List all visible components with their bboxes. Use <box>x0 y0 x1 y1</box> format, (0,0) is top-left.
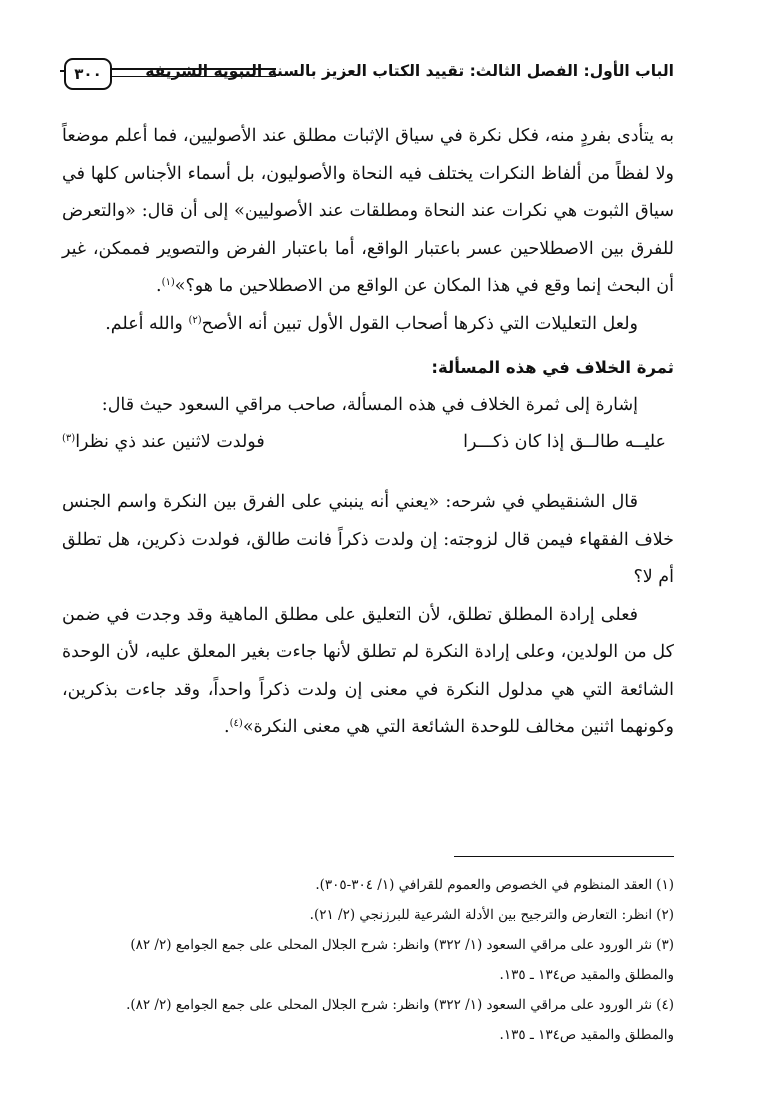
footnote-4 <box>60 990 674 1020</box>
footnote-number: (٤) <box>656 997 674 1013</box>
footnote-text: العقد المنظوم في الخصوص والعموم للقرافي (١/ ٣٠٤-٣٠٥). <box>315 877 653 893</box>
footnote-text: نثر الورود على مراقي السعود (١/ ٣٢٢) وانظر: شرح الجلال المحلى على جمع الجوامع (٢/ ٨٢) <box>130 937 653 953</box>
header-double-rule <box>110 68 276 77</box>
footnote-ref-1: (١) <box>161 277 175 288</box>
footnote-text: انظر: التعارض والترجيح بين الأدلة الشرعية للبرزنجي (٢/ ٢١). <box>309 907 653 923</box>
page-number: ٣٠٠ <box>64 58 112 90</box>
main-text <box>62 118 674 747</box>
paragraph-1-text: به يتأدى بفردٍ منه، فكل نكرة في سياق الإثبات مطلق عند الأصوليين، فما أعلم موضعاً ولا لفظاً من ألفاظ النكرات يختلف فيه النحاة والأصوليون، بل أسماء الأجناس كلها في سياق الثبوت هي نكرات عند النحاة ومطلقات عند الأصوليين» إلى أن قال: «والتعرض للفرق بين الاصطلاحين عسر باعتبار الواقع، أما باعتبار الفرض والتصوير فممكن، غير أن البحث إنما وقع في هذا المكان عن الواقع من الاصطلاحين ما هو؟» <box>62 126 674 296</box>
spacer <box>62 462 674 484</box>
footnote-ref-2: (٢) <box>188 314 202 326</box>
footnote-number: (٣) <box>656 937 674 953</box>
footnote-ref-4: (٤) <box>229 718 243 729</box>
footnote-text: نثر الورود على مراقي السعود (١/ ٣٢٢) وانظر: شرح الجلال المحلى على جمع الجوامع (٢/ ٨٢). <box>126 997 653 1013</box>
verse-second-hemistich-text: فولدت لاثنين عند ذي نظرا <box>75 432 265 452</box>
footnote-4-continuation: والمطلق والمقيد ص١٣٤ ـ ١٣٥. <box>499 1027 674 1043</box>
paragraph-2-end: والله أعلم. <box>105 313 189 334</box>
verse-first-hemistich: عليــه طالــق إذا كان ذكـــرا <box>463 432 666 452</box>
paragraph-5-text: فعلى إرادة المطلق تطلق، لأن التعليق على مطلق الماهية وقد وجدت في ضمن كل من الولدين، وعلى إرادة النكرة لم تطلق لأنها جاءت بغير المعلق عليه، لأن الوحدة الشائعة التي هي مدلول النكرة في معنى إن ولدت ذكراً واحداً، وقد جاءت بذكرين، وكونهما اثنين مخالف للوحدة الشائعة التي هي معنى النكرة» <box>62 604 674 737</box>
footnote-3-continuation: والمطلق والمقيد ص١٣٤ ـ ١٣٥. <box>499 967 674 983</box>
section-heading: ثمرة الخلاف في هذه المسألة: <box>431 358 674 377</box>
footnote-number: (٢) <box>656 907 674 923</box>
paragraph-5-end: . <box>224 717 230 737</box>
footnotes <box>60 870 674 1050</box>
verse-second-hemistich <box>62 424 265 462</box>
paragraph-4: قال الشنقيطي في شرحه: «يعني أنه ينبني على الفرق بين النكرة واسم الجنس خلاف الفقهاء فيمن قال لزوجته: إن ولدت ذكراً فانت طالق، فولدت ذكرين، هل تطلق أم لا؟ <box>62 492 674 587</box>
running-header <box>60 58 674 94</box>
footnote-number: (١) <box>656 877 674 893</box>
paragraph-1 <box>62 118 674 306</box>
footnote-ref-3: (٣) <box>62 433 76 444</box>
paragraph-3: إشارة إلى ثمرة الخلاف في هذه المسألة، صاحب مراقي السعود حيث قال: <box>101 394 638 415</box>
footnote-separator <box>454 856 674 857</box>
paragraph-5 <box>62 597 674 747</box>
paragraph-1-end: . <box>155 276 162 296</box>
footnote-3 <box>60 930 674 960</box>
footnote-2 <box>60 900 674 930</box>
paragraph-2-text: ولعل التعليلات التي ذكرها أصحاب القول الأول تبين أنه الأصح <box>201 313 638 334</box>
footnote-1 <box>60 870 674 900</box>
running-header-title: الباب الأول: الفصل الثالث: تقييد الكتاب العزيز بالسنة النبوية الشريفة <box>145 62 674 80</box>
poetry-verse <box>62 424 674 462</box>
paragraph-2 <box>62 306 674 344</box>
